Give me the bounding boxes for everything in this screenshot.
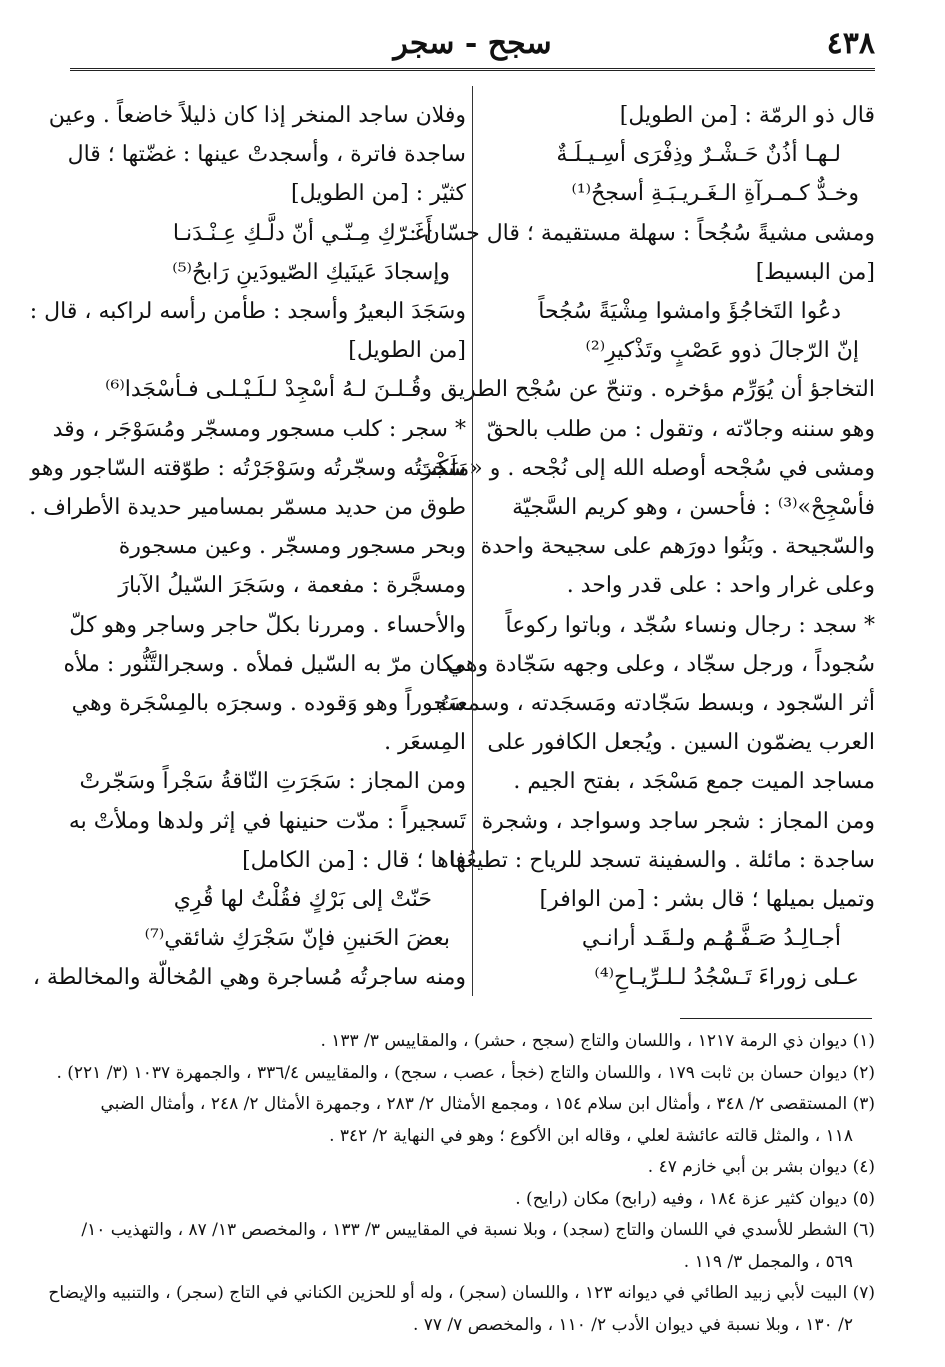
footnote: (١) ديوان ذي الرمة ١٢١٧ ، واللسان والتاج (سجح ، حشر) ، والمقاييس ٣/ ١٣٣ . — [320, 1031, 875, 1051]
text-line: والسّجيحة . وبَنُوا دورَهم على سجيحة واحدة — [480, 534, 875, 560]
text-line: طوق من حديد مسمّر بمسامير حديدة الأطراف . — [29, 495, 466, 521]
text-line: ومشى مشيةً سُجُحاً : سهلة مستقيمة ؛ قال حسّان : — [409, 220, 875, 246]
footnote: (٣) المستقصى ٢/ ٣٤٨ ، وأمثال ابن سلام ١٥٤ ، ومجمع الأمثال ٢/ ٢٨٣ ، وجمهرة الأمثال ٢/ ٢٤٨ ، وأمثال الضبي — [100, 1094, 875, 1114]
verse-line: أَغَـرّكِ مِـنّـي أنّ دلَّـكِ عِـنْـدَنـا — [172, 220, 432, 246]
footnote-continuation: ١١٨ ، والمثل قالته عائشة لعلي ، وقاله ابن الأكوع ؛ وهو في النهاية ٢/ ٣٤٢ . — [329, 1125, 853, 1146]
text-line: ساجدة فاترة ، وأسجدتْ عينها : غضّتها ؛ قال — [67, 142, 466, 168]
text-line: وهو سننه وجادّته ، وتقول : من طلب بالحقّ — [486, 416, 875, 442]
text-line: سَجَرتُه وسجّرتُه وسَوْجَرْتُه : طوّقته السّاجور وهو — [30, 455, 466, 481]
text-line: والأحساء . ومررنا بكلّ حاجر وساجر وهو كلّ — [69, 612, 466, 638]
left-column — [29, 96, 466, 998]
text-line: المِسعَر . — [384, 730, 466, 756]
footnote-rule — [680, 1018, 872, 1019]
text-line: * سجد : رجال ونساء سُجّد ، وباتوا ركوعاً — [505, 612, 875, 638]
footnotes — [48, 1026, 875, 1341]
text-line: ومن المجاز : شجر ساجد وسواجد ، وشجرة — [481, 808, 875, 834]
footnote: (٦) الشطر للأسدي في اللسان والتاج (سجد) ، وبلا نسبة في المقاييس ٣/ ١٣٣ ، والمخصص ١٣/ ٨٧ ، والتهذيب ١٠/ — [81, 1220, 875, 1240]
text-line: ومن المجاز : سَجَرَتِ النّاقةُ سَجْراً وسَجّرتْ — [79, 769, 466, 795]
text-line: مساجد الميت جمع مَسْجَد ، بفتح الجيم . — [513, 769, 875, 795]
text-line: ساجدة : مائلة . والسفينة تسجد للرياح : تطيعُها — [449, 847, 875, 873]
text-line: وتميل بميلها ؛ قال بشر : [من الوافر] — [539, 887, 875, 913]
verse-line: أجـالِـدُ صَـفَّـهُـم ولـقَـد أرانـي — [581, 926, 841, 952]
text-line: [من الطويل] — [348, 338, 466, 364]
header-rule — [70, 68, 875, 71]
footnote: (٤) ديوان بشر بن أبي خازم ٤٧ . — [647, 1157, 875, 1177]
text-line: ومنه ساجرتُه مُساجرة وهي المُخالّة والمخالطة ، — [32, 965, 466, 991]
text-line: ومشى في سُجْحه أوصله الله إلى نُجْحه . و «مَلَكْتَ — [416, 455, 875, 481]
text-line: فأسْجِحْ»⁽³⁾ : فأحسن ، وهو كريم السَّجيّة — [512, 495, 875, 521]
text-line: كثيّر : [من الطويل] — [291, 181, 466, 207]
page-title: سجح - سجر — [393, 26, 552, 61]
verse-line: بعضَ الحَنينِ فإنّ سَجْرَكِ شائقي⁽⁷⁾ — [144, 926, 450, 952]
text-line: ومسجَّرة : مفعمة ، وسَجَرَ السّيلُ الآبارَ — [118, 573, 466, 599]
text-line: وفلان ساجد المنخر إذا كان ذليلاً خاضعاً . وعين — [48, 103, 466, 128]
text-line: العرب يضمّون السين . ويُجعل الكافور على — [487, 730, 875, 756]
verse-line: وإسجادَ عَينَيكِ الصّيودَينِ رَابحُ⁽⁵⁾ — [172, 259, 450, 285]
text-line: مكان مرّ به السّيل فملأه . وسجرالتَّنُّور : ملأه — [63, 651, 466, 677]
verse-line: وقُـلـنَ لـهُ أسْجِدْ لـلَـيْـلـى فـأسْجَدا⁽⁶⁾ — [105, 377, 432, 403]
footnote-continuation: ٥٦٩ ، والمجمل ٣/ ١١٩ . — [683, 1251, 853, 1272]
column-divider — [472, 86, 473, 996]
text-line: سُجوداً ، ورجل سجّاد ، وعلى وجهه سَجّادة وهي — [447, 651, 875, 677]
text-line: فاها ؛ قال : [من الكامل] — [242, 847, 466, 873]
text-line: التخاجؤ أن يُوَرِّم مؤخره . وتنحّ عن سُجْح الطريق — [440, 377, 875, 403]
text-line: وسَجَدَ البعيرُ وأسجد : طأمن رأسه لراكبه ، قال : — [29, 299, 466, 325]
verse-line: دعُوا التَخاجُؤَ وامشوا مِشْيَةً سُجُحاً — [538, 299, 841, 325]
text-line: قال ذو الرمّة : [من الطويل] — [619, 103, 875, 128]
verse-line: عـلى زوراءَ تَـسْجُدُ لـلـرِّيـاحِ⁽⁴⁾ — [594, 965, 859, 991]
page-number: ٤٣٨ — [826, 26, 875, 61]
text-line: أثر السّجود ، وبسط سَجّادته ومَسجَدته ، وسمعتُ — [435, 691, 875, 717]
footnote-continuation: ٢/ ١٣٠ ، وبلا نسبة في ديوان الأدب ٢/ ١١٠ ، والمخصص ٧/ ٧٧ . — [412, 1314, 853, 1335]
verse-line: حَنّتْ إلى بَرْكٍ فقُلْتُ لها قُرِي — [173, 887, 432, 913]
text-line: وبحر مسجور ومسجّر . وعين مسجورة — [118, 534, 466, 560]
text-line: * سجر : كلب مسجور ومسجّر ومُسَوْجَر ، وقد — [52, 416, 466, 442]
verse-line: لـهـا أذُنٌ حَـشْـرٌ وذِفْرَى أسِـيـلَـةٌ — [556, 142, 841, 168]
verse-line: وخـدٌّ كـمـرآةِ الـغَـريـبَـةِ أسجحُ⁽¹⁾ — [571, 181, 859, 207]
footnote: (٥) ديوان كثير عزة ١٨٤ ، وفيه (رابح) مكان (رايح) . — [515, 1188, 875, 1209]
text-line: وعلى غرار واحد : على قدر واحد . — [566, 573, 875, 599]
footnote: (٢) ديوان حسان بن ثابت ١٧٩ ، واللسان والتاج (خجأ ، عصب ، سجح) ، والمقاييس ٣٣٦/٤ ، والجمهرة ١٠٣٧ (٣/ ٢٢١) . — [56, 1062, 875, 1083]
text-line: سَجوراً وهو وَقوده . وسجرَه بالمِسْجَرة وهي — [71, 691, 466, 717]
verse-line: إنّ الرّجالَ ذوو عَصْبٍ وتَذْكيرِ⁽²⁾ — [585, 338, 859, 364]
text-line: تَسجيراً : مدّت حنينها في إثر ولدها وملأتْ به — [68, 808, 466, 834]
footnote: (٧) البيت لأبي زبيد الطائي في ديوانه ١٢٣ ، واللسان (سجر) ، وله أو للحزين الكناني في التاج (سجر) ، والتنبيه والإيضاح — [48, 1283, 875, 1303]
text-line: [من البسيط] — [755, 259, 875, 285]
page-header — [70, 22, 875, 72]
